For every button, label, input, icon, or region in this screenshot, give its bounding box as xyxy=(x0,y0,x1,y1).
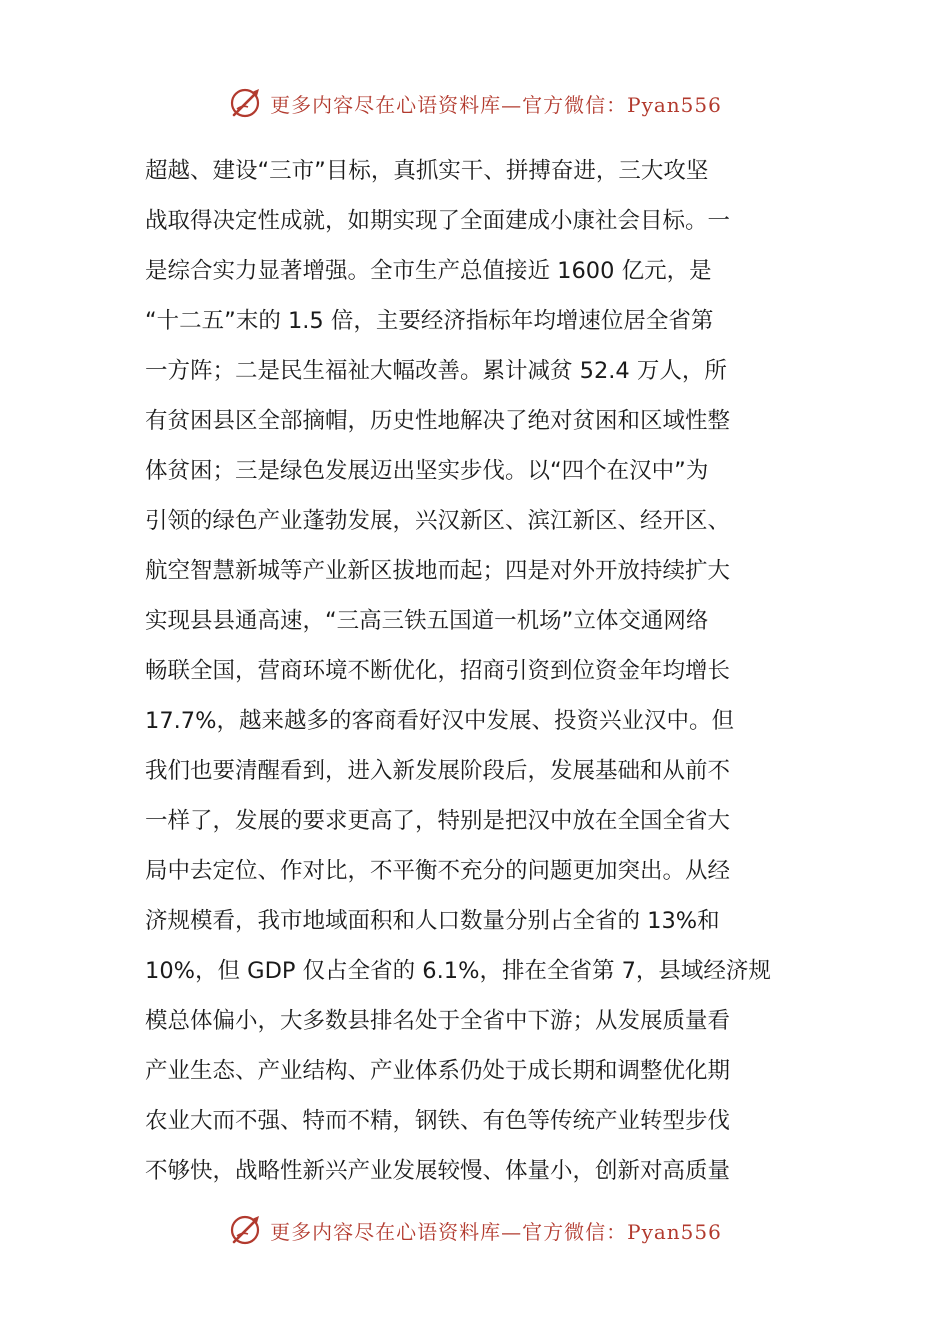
text-line: 战取得决定性成就，如期实现了全面建成小康社会目标。一 xyxy=(145,208,731,234)
footer-banner xyxy=(0,1210,950,1250)
text-line: 体贫困；三是绿色发展迈出坚实步伐。以“四个在汉中”为 xyxy=(145,458,709,484)
body-paragraph xyxy=(145,146,815,1196)
banner-wechat-text: 官方微信：Pyan556 xyxy=(522,92,722,117)
text-line: 局中去定位、作对比，不平衡不充分的问题更加突出。从经 xyxy=(145,858,731,884)
text-line: “十二五”末的 1.5 倍，主要经济指标年均增速位居全省第 xyxy=(145,308,714,334)
text-line: 17.7%，越来越多的客商看好汉中发展、投资兴业汉中。但 xyxy=(145,708,734,734)
pen-logo-icon xyxy=(228,85,264,121)
pen-logo-icon xyxy=(228,1212,264,1248)
text-line: 济规模看，我市地域面积和人口数量分别占全省的 13%和 xyxy=(145,908,720,934)
text-line: 模总体偏小，大多数县排名处于全省中下游；从发展质量看 xyxy=(145,1008,731,1034)
text-line: 产业生态、产业结构、产业体系仍处于成长期和调整优化期 xyxy=(145,1058,731,1084)
text-line: 畅联全国，营商环境不断优化，招商引资到位资金年均增长 xyxy=(145,658,731,684)
text-line: 有贫困县区全部摘帽，历史性地解决了绝对贫困和区域性整 xyxy=(145,408,731,434)
text-line: 10%，但 GDP 仅占全省的 6.1%，排在全省第 7，县域经济规 xyxy=(145,958,771,984)
text-line: 农业大而不强、特而不精，钢铁、有色等传统产业转型步伐 xyxy=(145,1108,731,1134)
text-line: 航空智慧新城等产业新区拔地而起；四是对外开放持续扩大 xyxy=(145,558,731,584)
text-line: 一样了，发展的要求更高了，特别是把汉中放在全国全省大 xyxy=(145,808,731,834)
banner-dash: — xyxy=(501,92,523,117)
text-line: 我们也要清醒看到，进入新发展阶段后，发展基础和从前不 xyxy=(145,758,731,784)
text-line: 一方阵；二是民生福祉大幅改善。累计减贫 52.4 万人，所 xyxy=(145,358,727,384)
banner-main-text: 更多内容尽在心语资料库 xyxy=(270,1219,502,1244)
text-line: 是综合实力显著增强。全市生产总值接近 1600 亿元，是 xyxy=(145,258,712,284)
text-line: 不够快，战略性新兴产业发展较慢、体量小，创新对高质量 xyxy=(145,1158,731,1184)
text-line: 引领的绿色产业蓬勃发展，兴汉新区、滨江新区、经开区、 xyxy=(145,508,731,534)
banner-wechat-text: 官方微信：Pyan556 xyxy=(522,1219,722,1244)
header-banner xyxy=(0,83,950,123)
text-line: 超越、建设“三市”目标，真抓实干、拼搏奋进，三大攻坚 xyxy=(145,158,709,184)
banner-dash: — xyxy=(501,1219,523,1244)
banner-main-text: 更多内容尽在心语资料库 xyxy=(270,92,502,117)
text-line: 实现县县通高速，“三高三铁五国道一机场”立体交通网络 xyxy=(145,608,709,634)
